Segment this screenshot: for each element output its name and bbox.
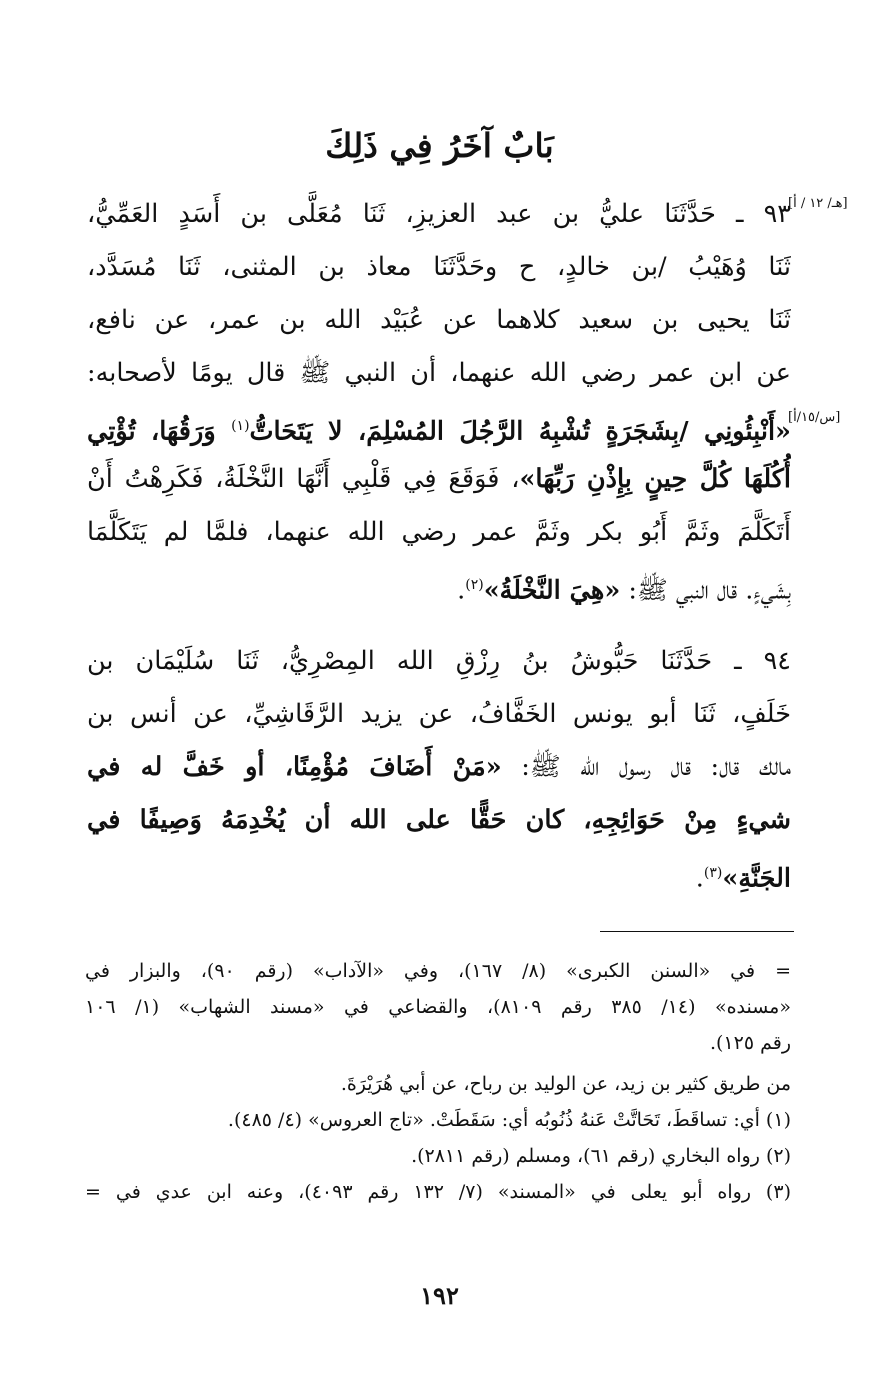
punctuation: . <box>695 863 704 894</box>
margin-reference: [س/١٥/أ] <box>788 410 841 425</box>
footnote-line: رقم ١٢٥). <box>709 1032 791 1054</box>
chapter-title: بَابٌ آخَرُ فِي ذَلِكَ <box>325 126 554 165</box>
text-line <box>87 559 791 611</box>
narration-text: ، فَوَقَعَ فِي قَلْبِي أَنَّهَا النَّخْلَةُ، فَكَرِهْتُ أَنْ <box>87 464 520 494</box>
text-line: خَلَفٍ، ثَنَا أبو يونس الخَفَّافُ، عن يزيد الرَّقَاشِيِّ، عن أنس بن <box>87 699 791 729</box>
text-line: ثَنَا يحيى بن سعيد كلاهما عن عُبَيْد الله بن عمر، عن نافع، <box>87 305 791 335</box>
footnote-2: (٢) رواه البخاري (رقم ٦١)، ومسلم (رقم ٢٨١١). <box>411 1145 791 1167</box>
hadith-text: أُكُلَهَا كُلَّ حِينٍ بِإِذْنِ رَبِّهَا» <box>519 464 791 494</box>
hadith-text: الجَنَّةِ» <box>722 863 791 894</box>
footnote-separator <box>600 931 794 932</box>
narration-text: بِشَيءٍ. قال النبي ﷺ: <box>620 575 791 606</box>
text-line: عن ابن عمر رضي الله عنهما، أن النبي ﷺ قال يومًا لأصحابه: <box>87 358 791 388</box>
text-line: ثَنَا وُهَيْبُ /بن خالدٍ، ح وحَدَّثَنَا معاذ بن المثنى، ثَنَا مُسَدَّد، <box>87 252 791 282</box>
footnote-marker: (١) <box>231 418 250 434</box>
footnote-marker: (٢) <box>465 577 484 593</box>
footnote-line: من طريق كثير بن زيد، عن الوليد بن رباح، عن أبي هُرَيْرَةَ. <box>340 1073 791 1095</box>
text-line <box>87 741 791 793</box>
margin-reference: [هـ/ ١٢ / أ] <box>788 196 848 211</box>
hadith-text: وَرَقُهَا، تُؤْتِي <box>87 416 232 447</box>
text-line: شيءٍ مِنْ حَوَائِجِهِ، كان حَقًّا على الله أن يُخْدِمَهُ وَصِيفًا في <box>87 805 791 835</box>
narration-text: مالك قال: قال رسول الله ﷺ: <box>501 752 791 782</box>
footnote-line: = في «السنن الكبرى» (٨/ ١٦٧)، وفي «الآداب» (رقم ٩٠)، والبزار في <box>85 960 791 982</box>
footnote-1: (١) أي: تساقَطَ، تَحَاتَّتْ عَنهُ ذُنُوبُه أي: سَقَطَتْ. «تاج العروس» (٤/ ٤٨٥). <box>227 1109 791 1131</box>
text-line: ٩٤ ـ حَدَّثَنَا حَبُّوشُ بنُ رِزْقِ الله المِصْرِيُّ، ثَنَا سُلَيْمَان بن <box>87 646 791 676</box>
punctuation: . <box>457 575 466 606</box>
footnote-3: (٣) رواه أبو يعلى في «المسند» (٧/ ١٣٢ رقم ٤٠٩٣)، وعنه ابن عدي في = <box>85 1181 791 1203</box>
hadith-text: «مَنْ أَضَافَ مُؤْمِنًا، أو خَفَّ له في <box>87 752 502 782</box>
text-line <box>87 847 791 899</box>
text-line: أَتَكَلَّمَ وثَمَّ أَبُو بكر وثَمَّ عمر رضي الله عنهما، فلمَّا لم يَتَكَلَّمَا <box>87 517 791 547</box>
text-line <box>87 453 791 505</box>
text-line <box>87 400 791 452</box>
footnote-marker: (٣) <box>703 865 723 881</box>
hadith-text: «أَنْبِئُونِي /بِشَجَرَةٍ تُشْبِهُ الرَّجُلَ المُسْلِمَ، لا يَتَحَاتُّ <box>249 416 791 447</box>
footnote-line: «مسنده» (١٤/ ٣٨٥ رقم ٨١٠٩)، والقضاعي في «مسند الشهاب» (١/ ١٠٦ <box>85 996 791 1018</box>
hadith-text: «هِيَ النَّخْلَةُ» <box>483 575 621 606</box>
page-number: ١٩٢ <box>420 1281 459 1310</box>
text-line: ٩٣ ـ حَدَّثَنَا عليُّ بن عبد العزيزِ، ثَنَا مُعَلَّى بن أَسَدٍ العَمِّيُّ، <box>87 199 791 229</box>
